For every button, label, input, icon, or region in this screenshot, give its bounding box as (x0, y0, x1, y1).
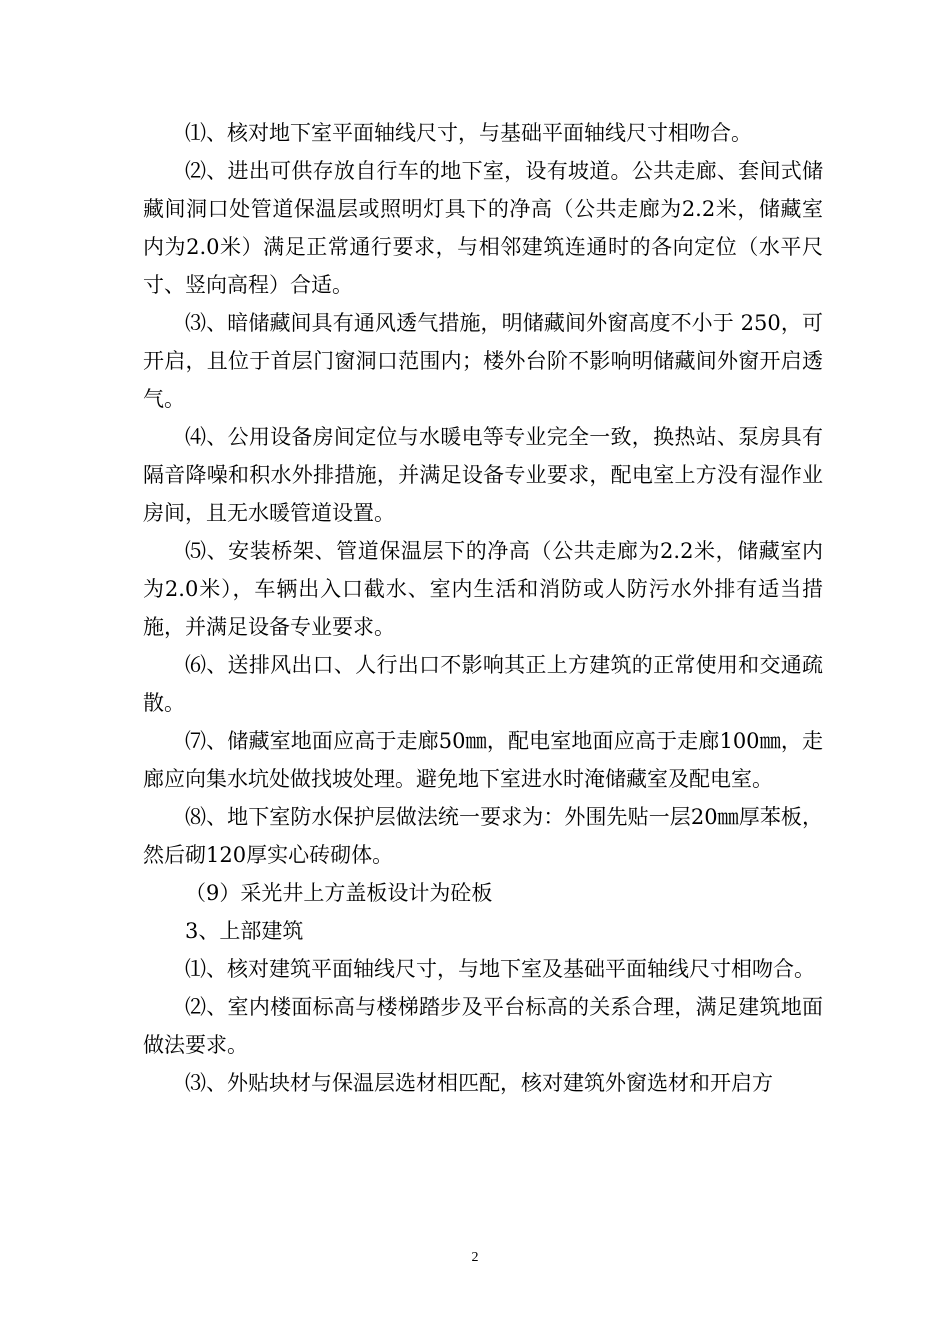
paragraph-stair-levels: ⑵、室内楼面标高与楼梯踏步及平台标高的关系合理，满足建筑地面做法要求。 (143, 995, 823, 1057)
paragraph-exhaust-exits: ⑹、送排风出口、人行出口不影响其正上方建筑的正常使用和交通疏散。 (143, 653, 823, 715)
paragraph-floor-levels: ⑺、储藏室地面应高于走廊50㎜，配电室地面应高于走廊100㎜，走廊应向集水坑处做找坡处理。避免地下室进水时淹储藏室及配电室。 (143, 729, 823, 791)
page-number: 2 (471, 1250, 479, 1265)
section-heading-superstructure: 3、上部建筑 (185, 919, 304, 943)
paragraph-waterproofing: ⑻、地下室防水保护层做法统一要求为：外围先贴一层20㎜厚苯板，然后砌120厚实心砖砌体。 (143, 805, 823, 867)
paragraph-building-axis: ⑴、核对建筑平面轴线尺寸，与地下室及基础平面轴线尺寸相吻合。 (185, 957, 815, 981)
document-body (143, 114, 823, 1102)
paragraph-basement-axis: ⑴、核对地下室平面轴线尺寸，与基础平面轴线尺寸相吻合。 (185, 121, 752, 145)
paragraph-storage-ventilation: ⑶、暗储藏间具有通风透气措施，明储藏间外窗高度不小于 250，可开启，且位于首层门窗洞口范围内；楼外台阶不影响明储藏间外窗开启透气。 (143, 311, 823, 411)
paragraph-cladding-windows: ⑶、外贴块材与保温层选材相匹配，核对建筑外窗选材和开启方 (185, 1071, 773, 1095)
paragraph-equipment-rooms: ⑷、公用设备房间定位与水暖电等专业完全一致，换热站、泵房具有隔音降噪和积水外排措施，并满足设备专业要求，配电室上方没有湿作业房间，且无水暖管道设置。 (143, 425, 823, 525)
paragraph-clear-height: ⑸、安装桥架、管道保温层下的净高（公共走廊为2.2米，储藏室内为2.0米），车辆出入口截水、室内生活和消防或人防污水外排有适当措施，并满足设备专业要求。 (143, 539, 823, 639)
paragraph-basement-ramp: ⑵、进出可供存放自行车的地下室，设有坡道。公共走廊、套间式储藏间洞口处管道保温层或照明灯具下的净高（公共走廊为2.2米，储藏室内为2.0米）满足正常通行要求，与相邻建筑连通时的各向定位（水平尺寸、竖向高程）合适。 (143, 159, 823, 297)
paragraph-lightwell-cover: （9）采光井上方盖板设计为砼板 (185, 881, 493, 905)
